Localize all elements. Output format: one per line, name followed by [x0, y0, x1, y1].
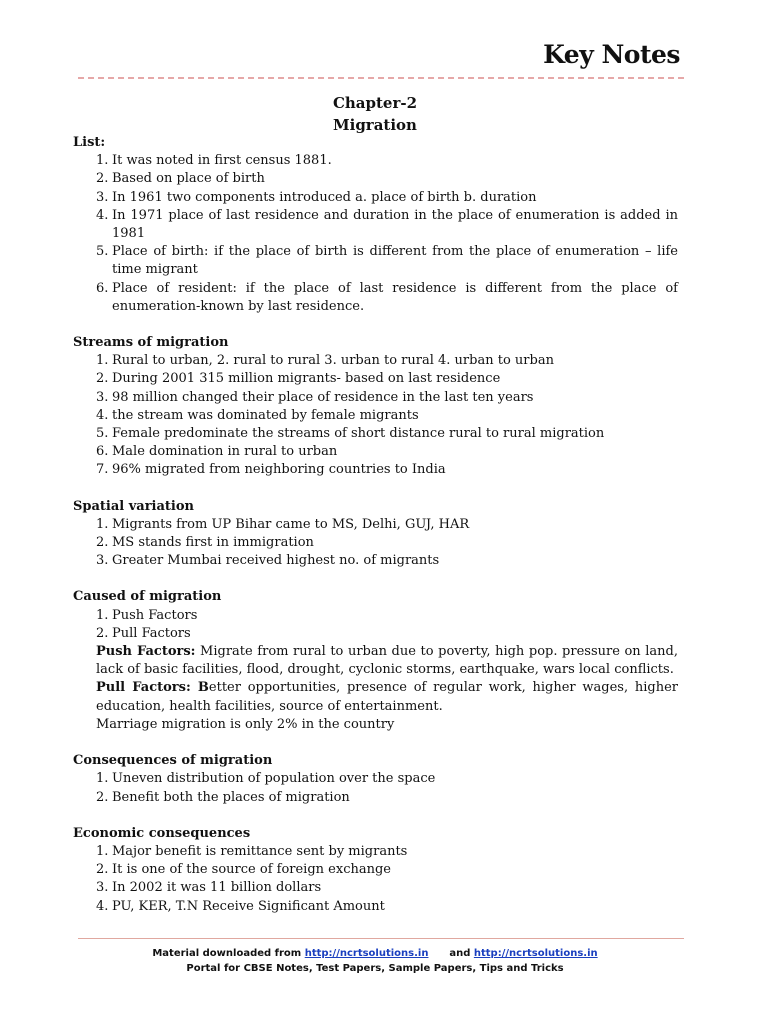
list-item-number: 2. — [96, 862, 109, 878]
list-item — [73, 243, 678, 279]
list-item-text: MS stands first in immigration — [112, 535, 314, 551]
notes-body — [73, 134, 678, 916]
list-item — [73, 607, 678, 625]
list-item-number: 2. — [96, 535, 109, 551]
list-item-text: Place of birth: if the place of birth is different from the place of enumeration – life time migrant — [112, 244, 678, 278]
paragraph-label: Pull Factors: B — [96, 680, 209, 696]
list-item-text: In 2002 it was 11 billion dollars — [112, 880, 322, 896]
list-item — [73, 189, 678, 207]
list-item — [73, 534, 678, 552]
section-gap — [73, 807, 678, 825]
list-item-number: 6. — [96, 280, 109, 296]
list-item-text: It is one of the source of foreign exchange — [112, 862, 391, 878]
list-item-number: 2. — [96, 625, 109, 641]
footer-prefix: Material downloaded from — [152, 948, 305, 959]
list-item — [73, 280, 678, 316]
list-item-number: 3. — [96, 880, 109, 896]
list-item — [73, 898, 678, 916]
list-item-text: Male domination in rural to urban — [112, 444, 338, 460]
footer — [0, 946, 750, 976]
paragraph-label: Push Factors: — [96, 644, 196, 660]
list-item-text: the stream was dominated by female migrants — [112, 407, 419, 423]
section-title: Economic consequences — [73, 825, 251, 841]
list-item-number: 5. — [96, 244, 109, 260]
list-item-number: 3. — [96, 389, 109, 405]
list-item-number: 1. — [96, 153, 109, 169]
list-item-number: 6. — [96, 444, 109, 460]
section-gap — [73, 734, 678, 752]
section-gap — [73, 570, 678, 588]
list-item-number: 4. — [96, 207, 109, 223]
list-item-text: Benefit both the places of migration — [112, 789, 350, 805]
list-item — [73, 770, 678, 788]
list-item — [73, 879, 678, 897]
list-item-text: Greater Mumbai received highest no. of migrants — [112, 553, 440, 569]
footer-link-1[interactable]: http://ncrtsolutions.in — [304, 948, 429, 959]
list-item-text: PU, KER, T.N Receive Significant Amount — [112, 898, 385, 914]
chapter-number: Chapter-2 — [332, 94, 418, 112]
section-title: Consequences of migration — [73, 753, 273, 769]
list-item-number: 5. — [96, 426, 109, 442]
list-item-number: 2. — [96, 789, 109, 805]
section-title: Streams of migration — [73, 335, 229, 351]
list-item — [73, 207, 678, 243]
section-title: Caused of migration — [73, 589, 222, 605]
list-item — [73, 352, 678, 370]
list-item-text: Push Factors — [112, 607, 198, 623]
footer-link-2[interactable]: http://ncrtsolutions.in — [473, 948, 598, 959]
paragraph-text: Migrate from rural to urban due to poverty, high pop. pressure on land, lack of basic facilities, flood, drought, cyclonic storms, earthquake, wars local conflicts. — [96, 644, 678, 678]
list-item-text: 96% migrated from neighboring countries to India — [112, 462, 446, 478]
header-divider — [78, 77, 684, 79]
list-item — [73, 625, 678, 643]
list-item-number: 2. — [96, 171, 109, 187]
paragraph-text: Marriage migration is only 2% in the country — [96, 716, 395, 732]
numbered-list — [73, 770, 678, 806]
section-title: List: — [73, 135, 106, 150]
list-item-number: 1. — [96, 516, 109, 532]
list-item-number: 1. — [96, 771, 109, 787]
numbered-list — [73, 516, 678, 571]
list-item — [73, 152, 678, 170]
list-item — [73, 516, 678, 534]
factor-paragraph — [73, 716, 678, 734]
chapter-title: Migration — [333, 116, 417, 134]
list-item-number: 4. — [96, 898, 109, 914]
numbered-list — [73, 843, 678, 916]
list-item-text: Major benefit is remittance sent by migrants — [112, 843, 408, 859]
list-item — [73, 370, 678, 388]
list-item-number: 7. — [96, 462, 109, 478]
list-item — [73, 789, 678, 807]
list-item-text: Based on place of birth — [112, 171, 265, 187]
list-item-text: Place of resident: if the place of last residence is different from the place of enumeration-known by last residence. — [112, 280, 678, 314]
footer-middle: and — [449, 948, 474, 959]
factor-paragraph — [73, 643, 678, 679]
list-item-number: 3. — [96, 553, 109, 569]
list-item-text: 98 million changed their place of residence in the last ten years — [112, 389, 534, 405]
numbered-list — [73, 607, 678, 643]
list-item — [73, 552, 678, 570]
list-item-text: Uneven distribution of population over the space — [112, 771, 436, 787]
section-title: Spatial variation — [73, 498, 194, 514]
list-item — [73, 843, 678, 861]
chapter-heading — [0, 92, 750, 136]
list-item-text: Rural to urban, 2. rural to rural 3. urban to rural 4. urban to urban — [112, 353, 554, 369]
factor-paragraph — [73, 679, 678, 715]
footer-divider — [78, 938, 684, 939]
list-item-number: 1. — [96, 843, 109, 859]
section-gap — [73, 480, 678, 498]
list-item — [73, 443, 678, 461]
list-item-text: Female predominate the streams of short distance rural to rural migration — [112, 426, 605, 442]
list-item-number: 3. — [96, 189, 109, 205]
footer-tagline: Portal for CBSE Notes, Test Papers, Sample Papers, Tips and Tricks — [186, 963, 564, 974]
list-item-number: 2. — [96, 371, 109, 387]
footer-source-line — [0, 946, 750, 961]
list-item — [73, 407, 678, 425]
header-title: Key Notes — [543, 40, 680, 69]
section-gap — [73, 316, 678, 334]
list-item — [73, 389, 678, 407]
list-item-text: Pull Factors — [112, 625, 191, 641]
list-item-text: Migrants from UP Bihar came to MS, Delhi, GUJ, HAR — [112, 516, 470, 532]
numbered-list — [73, 152, 678, 316]
list-item-number: 1. — [96, 607, 109, 623]
list-item — [73, 425, 678, 443]
list-item — [73, 170, 678, 188]
paragraph-text: etter opportunities, presence of regular work, higher wages, higher education, health facilities, source of entertainment. — [96, 680, 678, 714]
list-item-number: 1. — [96, 353, 109, 369]
list-item-text: In 1971 place of last residence and duration in the place of enumeration is added in 1981 — [112, 207, 678, 242]
list-item — [73, 461, 678, 479]
list-item-number: 4. — [96, 407, 109, 423]
list-item-text: It was noted in first census 1881. — [112, 153, 332, 169]
list-item-text: During 2001 315 million migrants- based on last residence — [112, 371, 501, 387]
list-item-text: In 1961 two components introduced a. place of birth b. duration — [112, 189, 537, 205]
numbered-list — [73, 352, 678, 479]
list-item — [73, 861, 678, 879]
